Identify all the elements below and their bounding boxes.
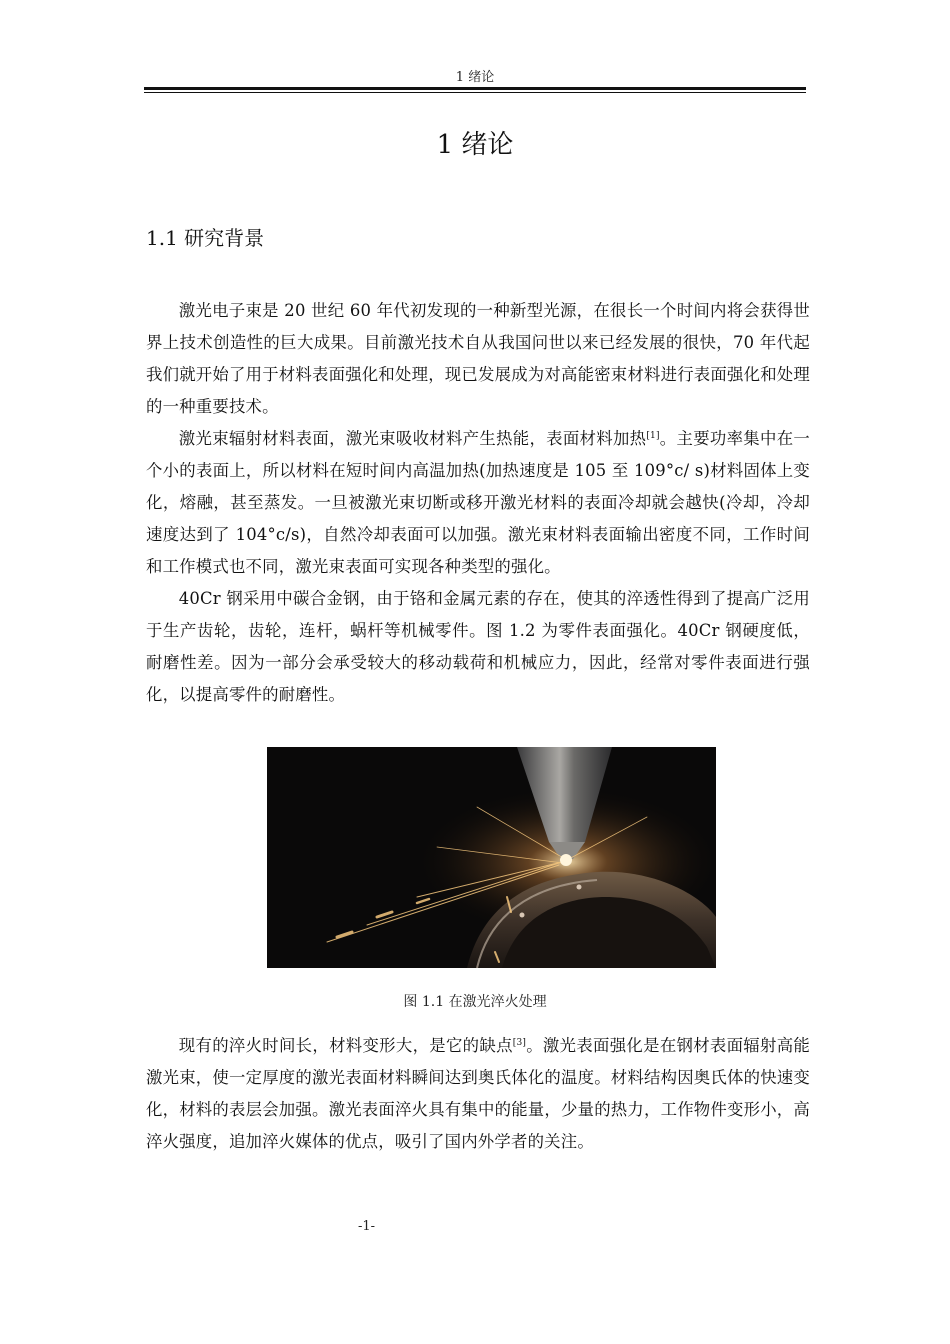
section-title: 1.1 研究背景 xyxy=(146,226,265,250)
paragraph-3: 40Cr 钢采用中碳合金钢，由于铬和金属元素的存在，使其的淬透性得到了提高广泛用于生产齿轮，齿轮，连杆，蜗杆等机械零件。图 1.2 为零件表面强化。40Cr 钢硬度低，耐磨性差。因为一部分会承受较大的移动载荷和机械应力，因此，经常对零件表面进行强化，以提高零件的耐磨性。 xyxy=(146,589,810,704)
paragraph-2-text-b: 。主要功率集中在一个小的表面上，所以材料在短时间内高温加热(加热速度是 105 至 109°c/ s)材料固体上变化，熔融，甚至蒸发。一旦被激光束切断或移开激光材料的表面冷却就会越快(冷却，冷却速度达到了 104°c/s)，自然冷却表面可以加强。激光束材料表面输出密度不同，工作时间和工作模式也不同，激光束表面可实现各种类型的强化。 xyxy=(146,429,810,576)
citation-1: [1] xyxy=(646,431,660,441)
laser-quenching-photo xyxy=(267,747,716,968)
header-rule-thick xyxy=(144,87,806,90)
paragraph-4-text-b: 。激光表面强化是在钢材表面辐射高能激光束，使一定厚度的激光表面材料瞬间达到奥氏体化的温度。材料结构因奥氏体的快速变化，材料的表层会加强。激光表面淬火具有集中的能量，少量的热力，工作物件变形小，高淬火强度，追加淬火媒体的优点，吸引了国内外学者的关注。 xyxy=(146,1036,810,1151)
citation-3: [3] xyxy=(512,1038,527,1048)
chapter-title: 1 绪论 xyxy=(436,130,514,160)
paragraph-4-text-a: 现有的淬火时间长，材料变形大，是它的缺点 xyxy=(178,1036,513,1055)
body-text-upper xyxy=(146,295,810,711)
body-text-lower xyxy=(146,1030,810,1158)
header-rule-thin xyxy=(144,92,806,93)
paragraph-1: 激光电子束是 20 世纪 60 年代初发现的一种新型光源，在很长一个时间内将会获得世界上技术创造性的巨大成果。目前激光技术自从我国问世以来已经发展的很快，70 年代起我们就开始了用于材料表面强化和处理，现已发展成为对高能密束材料进行表面强化和处理的一种重要技术。 xyxy=(146,301,810,416)
paragraph-2-text-a: 激光束辐射材料表面，激光束吸收材料产生热能，表面材料加热 xyxy=(178,429,647,448)
paragraph-2 xyxy=(146,423,810,583)
paragraph-4 xyxy=(146,1030,810,1158)
figure-caption: 图 1.1 在激光淬火处理 xyxy=(403,994,547,1010)
page-number: -1- xyxy=(358,1219,376,1234)
running-header: 1 绪论 xyxy=(455,70,495,85)
